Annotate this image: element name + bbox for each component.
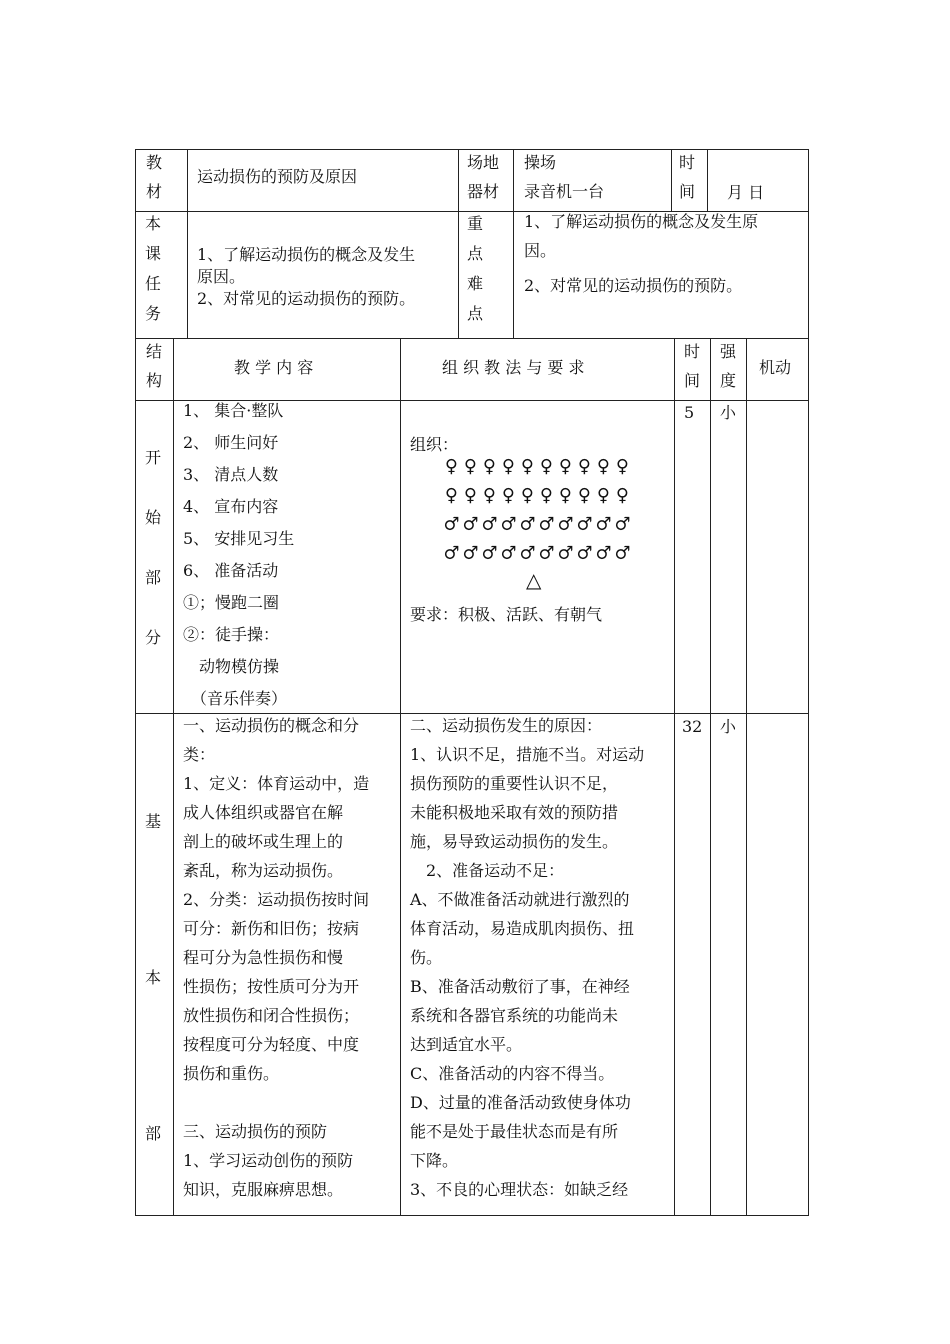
basic-content-left (183, 711, 369, 1204)
requirement-text: 要求：积极、活跃、有朝气 (410, 605, 603, 624)
female-student-icon: ♀ (463, 456, 478, 477)
text-line: 1、学习运动创伤的预防 (183, 1151, 354, 1170)
text-line: C、准备活动的内容不得当。 (410, 1064, 615, 1083)
key-difficulty-label: 重 点 难 点 (467, 214, 484, 323)
text-line: 紊乱，称为运动损伤。 (183, 861, 344, 880)
flex-heading: 机动 (759, 358, 792, 377)
text-line: 三、运动损伤的预防 (183, 1122, 328, 1141)
col-divider (710, 338, 711, 1216)
text-line: 3、不良的心理状态：如缺乏经 (410, 1180, 629, 1199)
female-student-icon: ♀ (520, 456, 535, 477)
text-line: 放性损伤和闭合性损伤； (183, 1006, 360, 1025)
text-line: 2、准备运动不足： (410, 861, 565, 880)
female-student-icon: ♀ (558, 456, 573, 477)
venue-value: 操场 录音机一台 (524, 153, 605, 201)
col-divider (707, 149, 708, 211)
opening-intensity: 小 (720, 403, 737, 422)
text-line: 剖上的破坏或生理上的 (183, 832, 344, 851)
female-student-icon: ♀ (615, 485, 630, 506)
text-line: B、准备活动敷衍了事，在神经 (410, 977, 630, 996)
col-divider (187, 149, 188, 211)
female-student-icon: ♀ (444, 485, 459, 506)
female-student-icon: ♀ (539, 485, 554, 506)
text-line: 达到适宜水平。 (410, 1035, 523, 1054)
female-student-icon: ♀ (615, 456, 630, 477)
list-item: ②：徒手操： (183, 625, 280, 644)
male-student-icon: ♂ (595, 514, 612, 535)
text-line: 2、分类：运动损伤按时间 (183, 890, 370, 909)
method-heading: 组 织 教 法 与 要 求 (442, 358, 585, 377)
list-item: ①；慢跑二圈 (183, 593, 280, 612)
list-item: 2、 师生问好 (183, 433, 279, 452)
male-student-icon: ♂ (481, 514, 498, 535)
formation-row (442, 514, 632, 535)
col-divider (458, 211, 459, 338)
col-divider (513, 211, 514, 338)
col-divider (400, 338, 401, 1216)
text-line (183, 1088, 369, 1117)
female-student-icon: ♀ (577, 485, 592, 506)
text-line: 伤。 (410, 948, 443, 967)
col-divider (187, 211, 188, 338)
text-line: 类： (183, 745, 216, 764)
basic-intensity: 小 (720, 717, 737, 736)
female-student-icon: ♀ (558, 485, 573, 506)
text-line: 程可分为急性损伤和慢 (183, 948, 344, 967)
male-student-icon: ♂ (519, 543, 536, 564)
opening-time: 5 (684, 403, 695, 422)
male-student-icon: ♂ (557, 514, 574, 535)
male-student-icon: ♂ (519, 514, 536, 535)
male-student-icon: ♂ (462, 514, 479, 535)
female-student-icon: ♀ (482, 485, 497, 506)
text-line: D、过量的准备活动致使身体功 (410, 1093, 631, 1112)
text-line: 损伤和重伤。 (183, 1064, 280, 1083)
text-line: 1、定义：体育运动中，造 (183, 774, 370, 793)
female-student-icon: ♀ (577, 456, 592, 477)
male-student-icon: ♂ (614, 514, 631, 535)
list-item: 1、 集合·整队 (183, 401, 284, 420)
row-divider (135, 338, 809, 339)
task-goals: 1、了解运动损伤的概念及发生 原因。 2、对常见的运动损伤的预防。 (197, 245, 416, 308)
material-value: 运动损伤的预防及原因 (197, 167, 358, 186)
text-line: 按程度可分为轻度、中度 (183, 1035, 360, 1054)
date-value: 月 日 (727, 183, 765, 202)
basic-method-right (410, 711, 644, 1204)
text-line: 性损伤；按性质可分为开 (183, 977, 360, 996)
male-student-icon: ♂ (538, 514, 555, 535)
male-student-icon: ♂ (481, 543, 498, 564)
intensity-heading: 强 度 (720, 342, 737, 390)
male-student-icon: ♂ (614, 543, 631, 564)
female-student-icon: ♀ (463, 485, 478, 506)
structure-heading: 结 构 (146, 342, 163, 390)
text-line: 体育活动，易造成肌肉损伤、扭 (410, 919, 635, 938)
female-student-icon: ♀ (520, 485, 535, 506)
task-label: 本 课 任 务 (145, 214, 162, 323)
list-item: 6、 准备活动 (183, 561, 279, 580)
text-line: 知识，克服麻痹思想。 (183, 1180, 344, 1199)
formation-diagram (442, 456, 642, 606)
col-divider (674, 338, 675, 1216)
text-line: 损伤预防的重要性认识不足， (410, 774, 619, 793)
material-label: 教 材 (146, 153, 163, 201)
male-student-icon: ♂ (500, 514, 517, 535)
formation-row (442, 543, 632, 564)
venue-label: 场地 器材 (467, 153, 500, 201)
col-divider (513, 149, 514, 211)
list-item: 4、 宣布内容 (183, 497, 279, 516)
female-student-icon: ♀ (596, 485, 611, 506)
basic-label: 基 本 部 (145, 812, 162, 1143)
formation-row (442, 456, 632, 477)
col-divider (173, 338, 174, 1216)
male-student-icon: ♂ (443, 514, 460, 535)
basic-time: 32 (682, 717, 703, 736)
formation-row (442, 485, 632, 506)
male-student-icon: ♂ (538, 543, 555, 564)
male-student-icon: ♂ (576, 543, 593, 564)
list-item: （音乐伴奏） (183, 689, 288, 708)
female-student-icon: ♀ (444, 456, 459, 477)
female-student-icon: ♀ (482, 456, 497, 477)
text-line: 施，易导致运动损伤的发生。 (410, 832, 619, 851)
col-divider (458, 149, 459, 211)
text-line: 1、认识不足，措施不当。对运动 (410, 745, 645, 764)
text-line: 下降。 (410, 1151, 459, 1170)
male-student-icon: ♂ (557, 543, 574, 564)
text-line: A、不做准备活动就进行激烈的 (410, 890, 630, 909)
col-divider (671, 149, 672, 211)
male-student-icon: ♂ (443, 543, 460, 564)
organization-label: 组织： (410, 435, 459, 454)
female-student-icon: ♀ (501, 485, 516, 506)
key-difficulty-text: 1、了解运动损伤的概念及发生原 因。 2、对常见的运动损伤的预防。 (524, 212, 759, 295)
text-line: 一、运动损伤的概念和分 (183, 716, 360, 735)
text-line: 成人体组织或器官在解 (183, 803, 344, 822)
teacher-icon: △ (526, 568, 542, 592)
text-line: 系统和各器官系统的功能尚未 (410, 1006, 619, 1025)
list-item: 5、 安排见习生 (183, 529, 295, 548)
text-line: 未能积极地采取有效的预防措 (410, 803, 619, 822)
time-label: 时 间 (679, 153, 696, 201)
text-line: 可分：新伤和旧伤；按病 (183, 919, 360, 938)
female-student-icon: ♀ (501, 456, 516, 477)
col-divider (746, 338, 747, 1216)
male-student-icon: ♂ (595, 543, 612, 564)
female-student-icon: ♀ (539, 456, 554, 477)
text-line: 二、运动损伤发生的原因： (410, 716, 603, 735)
male-student-icon: ♂ (462, 543, 479, 564)
time-heading: 时 间 (684, 342, 701, 390)
male-student-icon: ♂ (576, 514, 593, 535)
list-item: 3、 清点人数 (183, 465, 279, 484)
content-heading: 教 学 内 容 (234, 358, 314, 377)
opening-label: 开 始 部 分 (145, 448, 162, 647)
opening-items (183, 395, 294, 715)
male-student-icon: ♂ (500, 543, 517, 564)
list-item: 动物模仿操 (183, 657, 280, 676)
text-line: 能不是处于最佳状态而是有所 (410, 1122, 619, 1141)
female-student-icon: ♀ (596, 456, 611, 477)
